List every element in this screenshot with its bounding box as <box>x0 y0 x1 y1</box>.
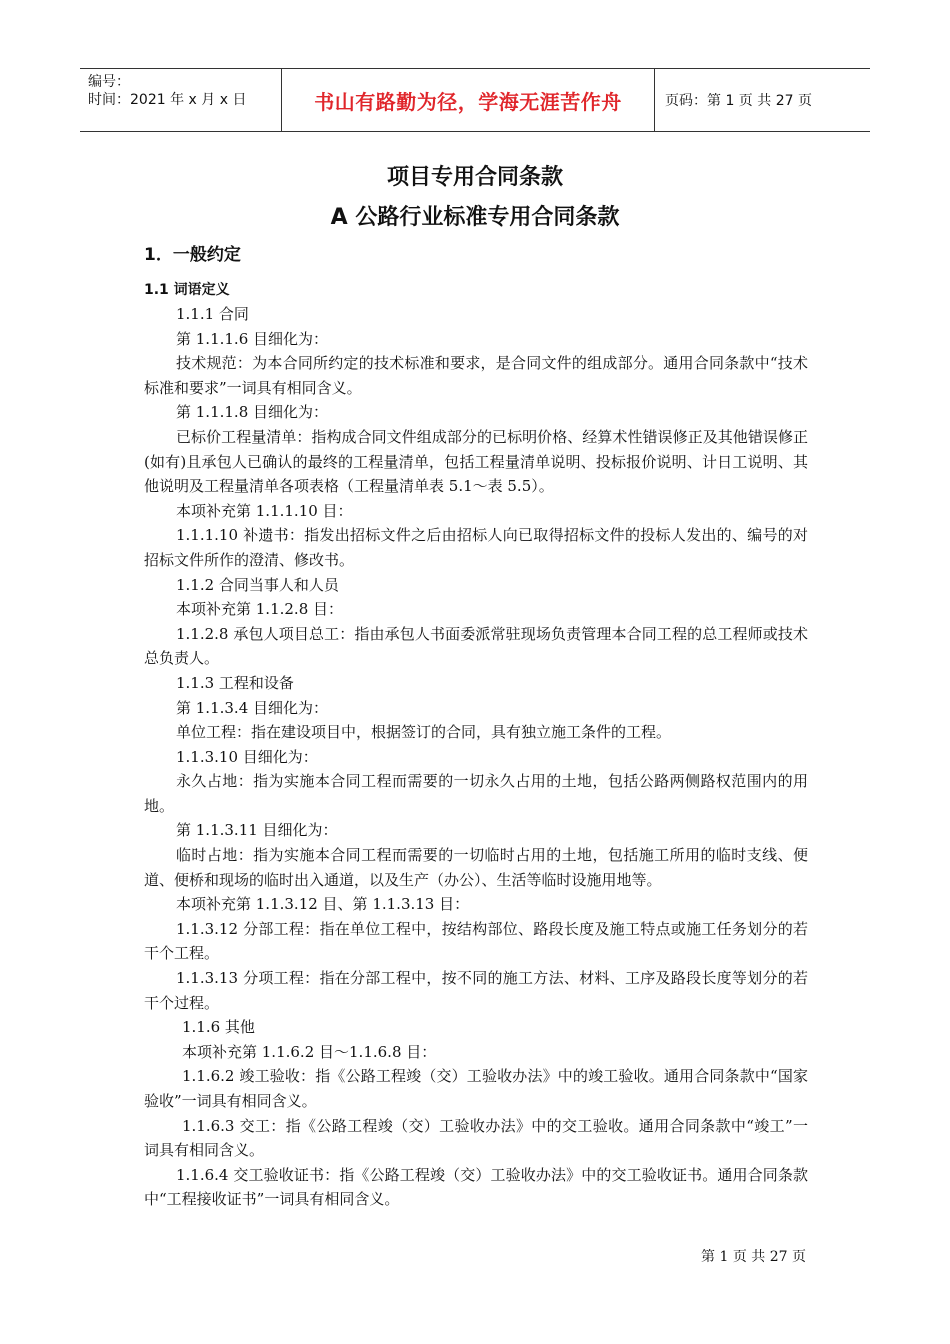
document-date-label: 时间：2021 年 x 月 x 日 <box>88 92 247 108</box>
paragraph: 第 1.1.3.4 目细化为： <box>176 698 329 717</box>
document-subtitle: A 公路行业标准专用合同条款 <box>330 205 620 230</box>
paragraph: 1.1.3.12 分部工程：指在单位工程中，按结构部位、路段长度及施工特点或施工任务划分的若干个工程。 <box>144 919 808 963</box>
section-heading: 1．一般约定 <box>144 245 241 265</box>
paragraph: 本项补充第 1.1.2.8 目： <box>176 600 344 619</box>
paragraph: 1.1.3 工程和设备 <box>176 673 294 692</box>
paragraph: 永久占地：指为实施本合同工程而需要的一切永久占用的土地，包括公路两侧路权范围内的用地。 <box>144 772 808 815</box>
paragraph: 1.1.6.4 交工验收证书：指《公路工程竣（交）工验收办法》中的交工验收证书。通用合同条款中“工程接收证书”一词具有相同含义。 <box>144 1165 808 1209</box>
paragraph: 1.1.2 合同当事人和人员 <box>176 575 339 594</box>
paragraph: 第 1.1.1.6 目细化为： <box>176 329 329 348</box>
subsection-heading: 1.1 词语定义 <box>144 282 230 298</box>
paragraph: 第 1.1.3.11 目细化为： <box>176 821 338 840</box>
page-footer: 第 1 页 共 27 页 <box>701 1249 806 1265</box>
header-page-number: 页码：第 1 页 共 27 页 <box>665 93 812 109</box>
header-meta <box>80 69 282 131</box>
paragraph: 1.1.6 其他 <box>182 1018 255 1037</box>
paragraph: 1.1.6.3 交工：指《公路工程竣（交）工验收办法》中的交工验收。通用合同条款中“竣工”一词具有相同含义。 <box>144 1116 808 1160</box>
paragraph: 本项补充第 1.1.1.10 目： <box>176 501 353 520</box>
paragraph: 本项补充第 1.1.6.2 目～1.1.6.8 目： <box>182 1042 437 1061</box>
paragraph: 本项补充第 1.1.3.12 目、第 1.1.3.13 目： <box>176 895 470 914</box>
paragraph: 第 1.1.1.8 目细化为： <box>176 403 329 422</box>
paragraph: 1.1.1 合同 <box>176 305 249 323</box>
header-motto: 书山有路勤为径，学海无涯苦作舟 <box>282 69 655 131</box>
paragraph: 1.1.3.10 目细化为： <box>176 747 318 766</box>
paragraph: 技术规范：为本合同所约定的技术标准和要求，是合同文件的组成部分。通用合同条款中“技术标准和要求”一词具有相同含义。 <box>144 354 808 397</box>
paragraph: 单位工程：指在建设项目中，根据签订的合同，具有独立施工条件的工程。 <box>176 723 672 742</box>
page-header <box>80 68 870 132</box>
document-body <box>144 302 808 1212</box>
document-number-label: 编号： <box>88 74 130 90</box>
paragraph: 临时占地：指为实施本合同工程而需要的一切临时占用的土地，包括施工所用的临时支线、便道、便桥和现场的临时出入通道，以及生产（办公）、生活等临时设施用地等。 <box>144 846 808 889</box>
paragraph: 1.1.3.13 分项工程：指在分部工程中，按不同的施工方法、材料、工序及路段长度等划分的若干个过程。 <box>144 969 808 1012</box>
paragraph: 1.1.2.8 承包人项目总工：指由承包人书面委派常驻现场负责管理本合同工程的总工程师或技术总负责人。 <box>144 624 808 668</box>
paragraph: 1.1.6.2 竣工验收：指《公路工程竣（交）工验收办法》中的竣工验收。通用合同条款中“国家验收”一词具有相同含义。 <box>144 1067 808 1110</box>
document-title: 项目专用合同条款 <box>386 165 563 190</box>
paragraph: 1.1.1.10 补遗书：指发出招标文件之后由招标人向已取得招标文件的投标人发出的、编号的对招标文件所作的澄清、修改书。 <box>144 526 808 569</box>
paragraph: 已标价工程量清单：指构成合同文件组成部分的已标明价格、经算术性错误修正及其他错误修正(如有)且承包人已确认的最终的工程量清单，包括工程量清单说明、投标报价说明、计日工说明、其他说明及工程量清单各项表格（工程量清单表 5.1～表 5.5）。 <box>144 427 808 496</box>
